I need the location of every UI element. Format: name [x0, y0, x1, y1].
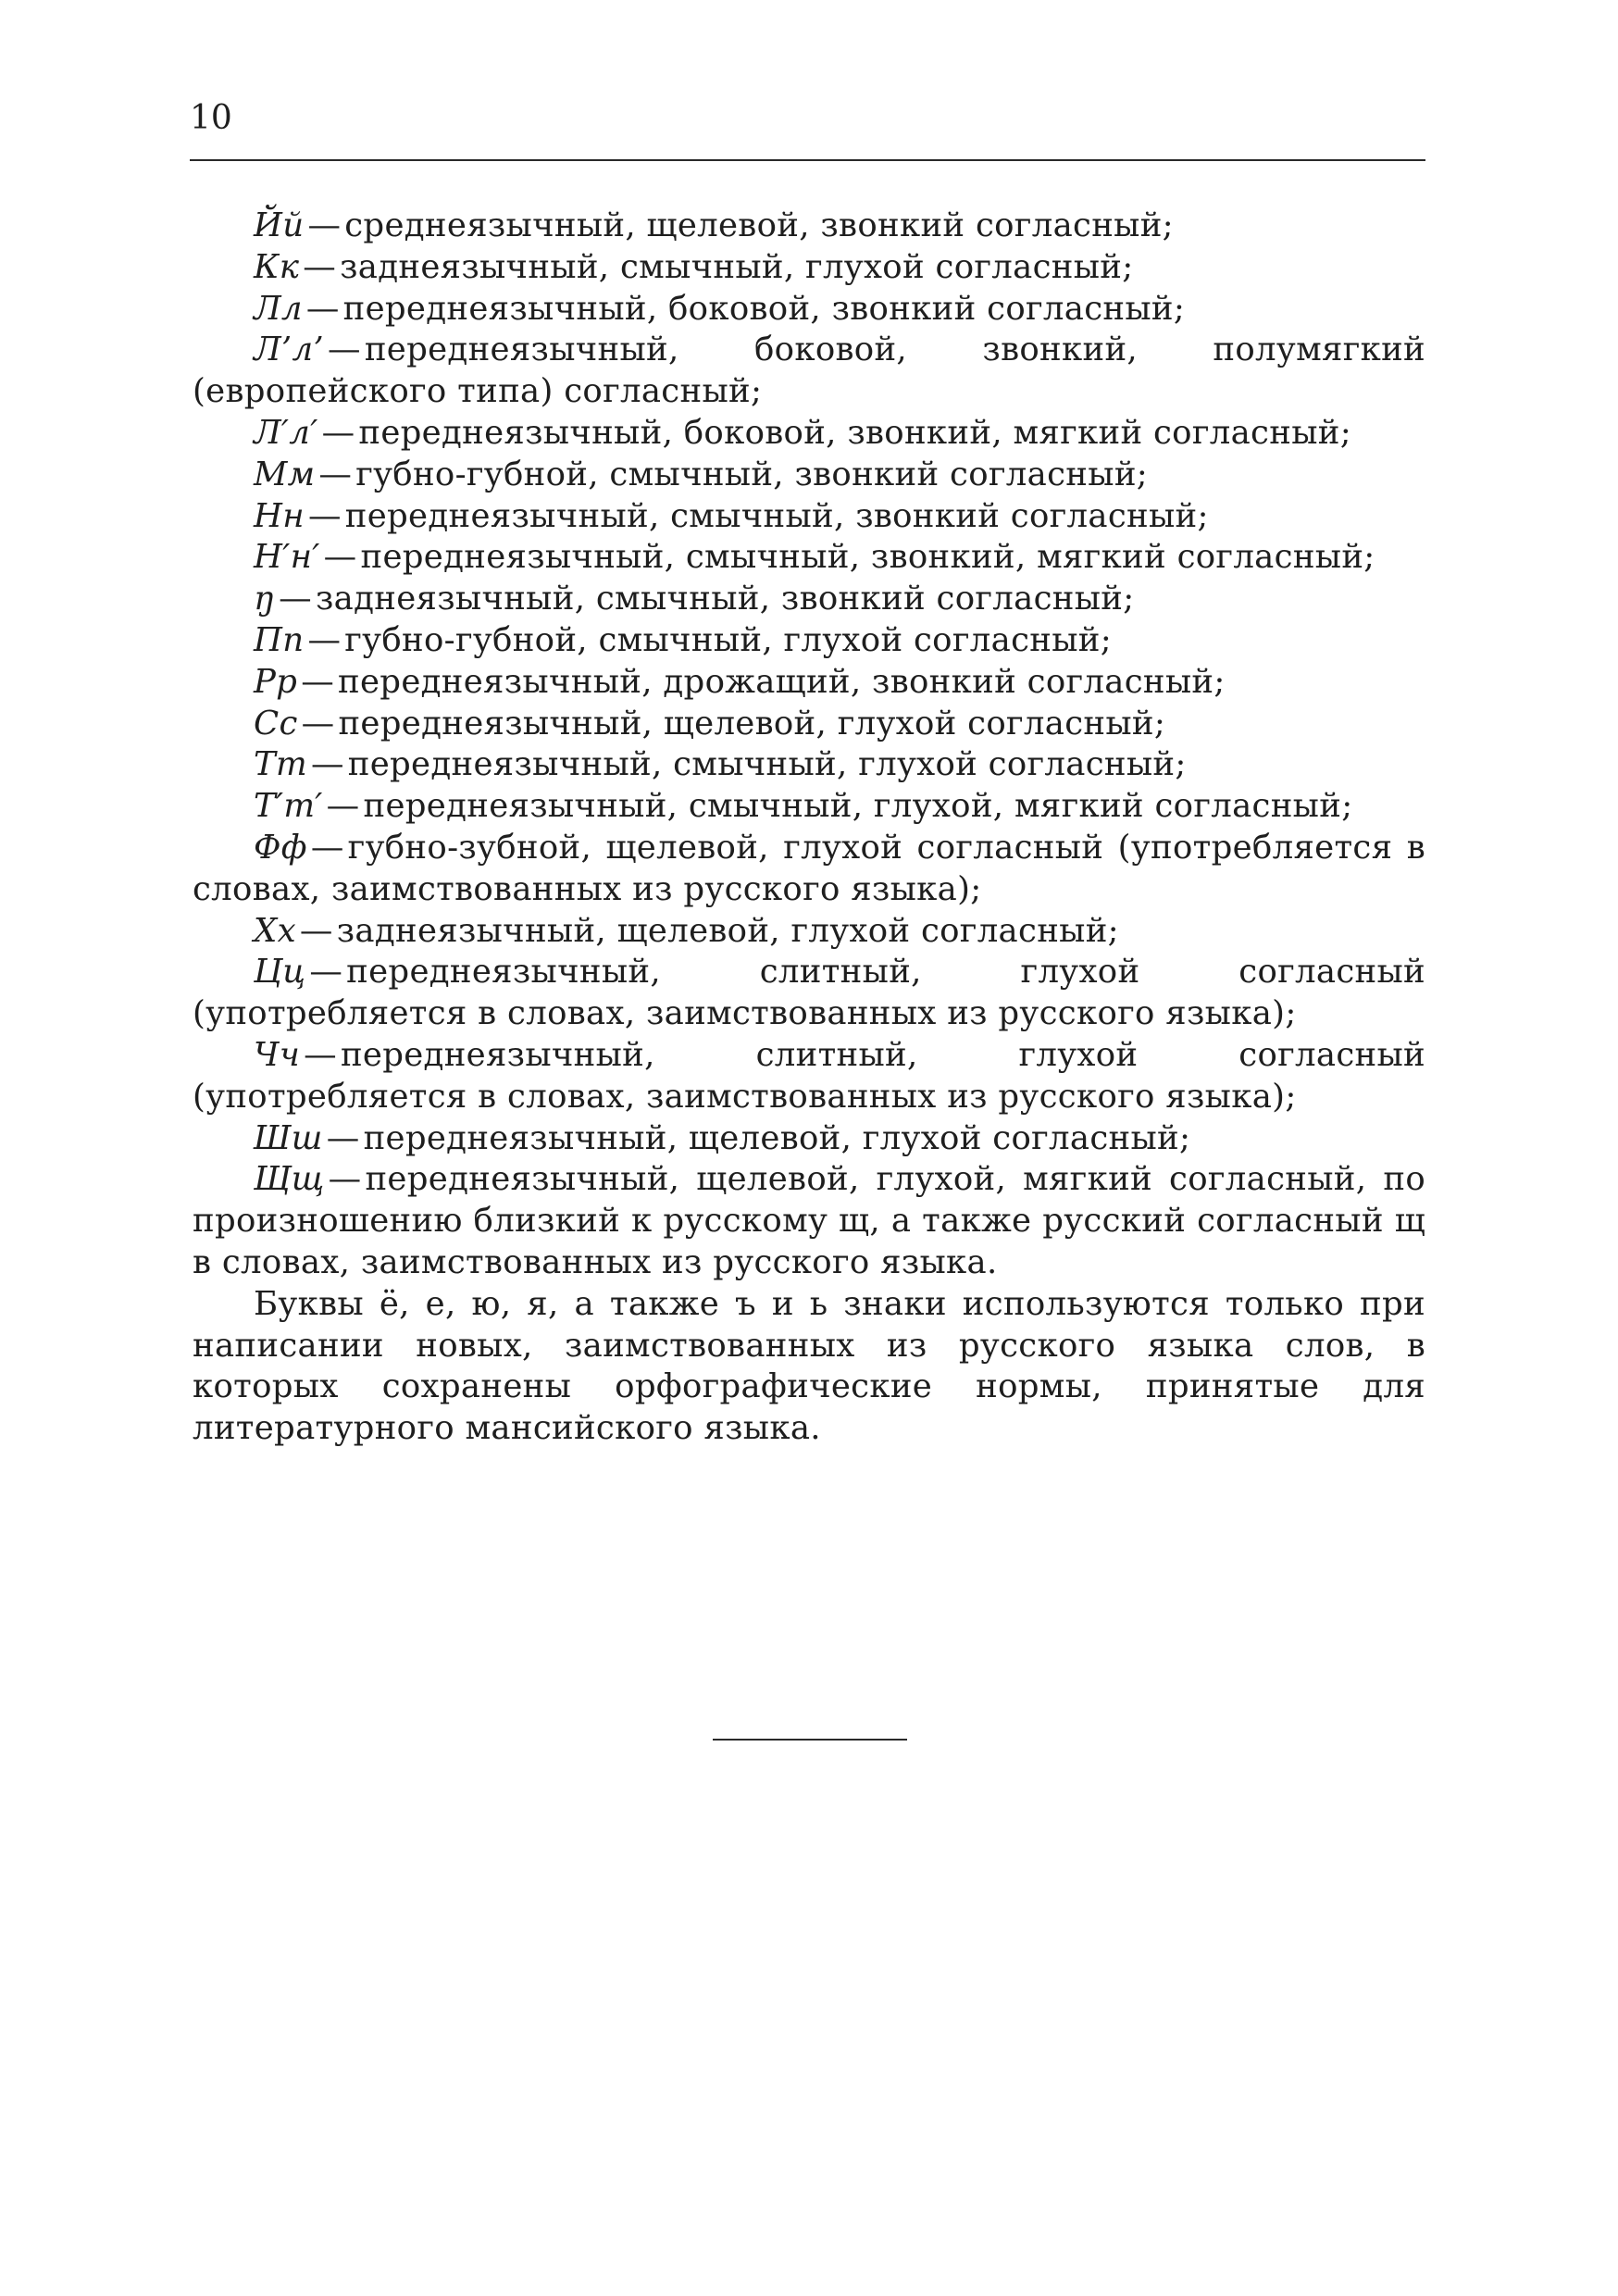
- consonant-entry: [193, 206, 1425, 247]
- consonant-entry: [193, 537, 1425, 579]
- entry-description: переднеязычный, щелевой, глухой, мягкий согласный, по произношению близкий к русскому щ, а также русский согласный щ в словах, заимствованных из русского языка.: [193, 1160, 1425, 1281]
- em-dash: —: [326, 1118, 360, 1157]
- consonant-entry: [193, 579, 1425, 620]
- em-dash: —: [326, 787, 360, 826]
- letter-pair: Л’л’: [254, 331, 324, 369]
- letter-pair: Тт: [254, 745, 307, 784]
- letter-pair: Пп: [254, 620, 305, 659]
- em-dash: —: [328, 331, 361, 369]
- em-dash: —: [318, 455, 353, 493]
- consonant-entry: [193, 620, 1425, 662]
- letter-pair: Лл: [254, 289, 303, 328]
- letter-pair: Мм: [254, 455, 316, 493]
- entry-description: переднеязычный, смычный, глухой согласный;: [347, 745, 1187, 784]
- entry-description: переднеязычный, щелевой, глухой согласный;: [338, 704, 1166, 742]
- consonant-entry: [193, 786, 1425, 828]
- letter-pair: Хх: [254, 911, 296, 950]
- em-dash: —: [310, 745, 344, 784]
- consonant-entry: [193, 289, 1425, 331]
- document-body: [193, 206, 1425, 1450]
- letter-pair: Н′н′: [254, 538, 320, 577]
- em-dash: —: [307, 206, 342, 244]
- consonant-entry: [193, 413, 1425, 455]
- letter-pair: Чч: [254, 1035, 301, 1074]
- consonant-entry: [193, 330, 1425, 413]
- entry-description: переднеязычный, щелевой, глухой согласный;: [363, 1118, 1191, 1157]
- consonant-entry: [193, 496, 1425, 538]
- em-dash: —: [310, 828, 344, 867]
- consonant-entry: [193, 1035, 1425, 1118]
- em-dash: —: [307, 496, 342, 535]
- entry-description: переднеязычный, смычный, звонкий, мягкий согласный;: [360, 538, 1375, 577]
- letter-pair: Рр: [254, 662, 298, 701]
- consonant-entry: [193, 828, 1425, 911]
- letter-pair: Фф: [254, 828, 307, 867]
- letter-pair: Л′л′: [254, 413, 318, 452]
- end-rule: [713, 1739, 907, 1741]
- entry-description: переднеязычный, боковой, звонкий, полумягкий (европейского типа) согласный;: [193, 331, 1425, 411]
- consonant-entry: [193, 911, 1425, 953]
- em-dash: —: [305, 289, 340, 328]
- consonant-entry: [193, 1159, 1425, 1283]
- em-dash: —: [307, 620, 342, 659]
- page-number: 10: [190, 99, 232, 137]
- consonant-entry: [193, 704, 1425, 745]
- em-dash: —: [303, 247, 337, 286]
- letter-pair: ŋ: [254, 580, 276, 618]
- letter-pair: Т′т′: [254, 787, 323, 826]
- em-dash: —: [299, 911, 333, 950]
- em-dash: —: [323, 538, 357, 577]
- em-dash: —: [301, 704, 335, 742]
- consonant-entry: [193, 662, 1425, 704]
- em-dash: —: [304, 1035, 337, 1074]
- consonant-entry: [193, 952, 1425, 1035]
- consonant-entry: [193, 455, 1425, 496]
- letter-pair: Кк: [254, 247, 300, 286]
- entry-description: переднеязычный, смычный, звонкий согласный;: [344, 496, 1209, 535]
- letter-pair: Шш: [254, 1118, 323, 1157]
- entry-description: губно-губной, смычный, глухой согласный;: [344, 620, 1112, 659]
- entry-description: переднеязычный, боковой, звонкий согласный;: [342, 289, 1186, 328]
- letter-pair: Щщ: [254, 1160, 325, 1199]
- em-dash: —: [328, 1160, 362, 1199]
- letter-pair: Нн: [254, 496, 305, 535]
- entry-description: губно-губной, смычный, звонкий согласный;: [355, 455, 1149, 493]
- header-rule: [190, 159, 1425, 161]
- em-dash: —: [279, 580, 312, 618]
- consonant-entry: [193, 1118, 1425, 1160]
- consonant-list: [193, 206, 1425, 1284]
- em-dash: —: [321, 413, 355, 452]
- entry-description: среднеязычный, щелевой, звонкий согласный;: [344, 206, 1174, 244]
- letter-pair: Цц: [254, 953, 306, 992]
- entry-description: переднеязычный, дрожащий, звонкий согласный;: [338, 662, 1226, 701]
- em-dash: —: [301, 662, 335, 701]
- entry-description: переднеязычный, смычный, глухой, мягкий согласный;: [363, 787, 1353, 826]
- em-dash: —: [309, 953, 343, 992]
- entry-description: переднеязычный, боковой, звонкий, мягкий согласный;: [358, 413, 1351, 452]
- closing-paragraph: Буквы ё, е, ю, я, а также ъ и ь знаки используются только при написании новых, заимствованных из русского языка слов, в которых сохранены орфографические нормы, принятые для литературного мансийского языка.: [193, 1284, 1425, 1448]
- entry-description: заднеязычный, щелевой, глухой согласный;: [336, 911, 1119, 950]
- letter-pair: Сс: [254, 704, 298, 742]
- letter-pair: Йй: [254, 206, 305, 244]
- entry-description: заднеязычный, смычный, звонкий согласный;: [315, 580, 1135, 618]
- consonant-entry: [193, 744, 1425, 786]
- consonant-entry: [193, 247, 1425, 289]
- entry-description: переднеязычный, слитный, глухой согласный (употребляется в словах, заимствованных из русского языка);: [193, 1035, 1425, 1116]
- entry-description: заднеязычный, смычный, глухой согласный;: [340, 247, 1134, 286]
- entry-description: переднеязычный, слитный, глухой согласный (употребляется в словах, заимствованных из русского языка);: [193, 953, 1425, 1033]
- entry-description: губно-зубной, щелевой, глухой согласный (употребляется в словах, заимствованных из русского языка);: [193, 828, 1425, 908]
